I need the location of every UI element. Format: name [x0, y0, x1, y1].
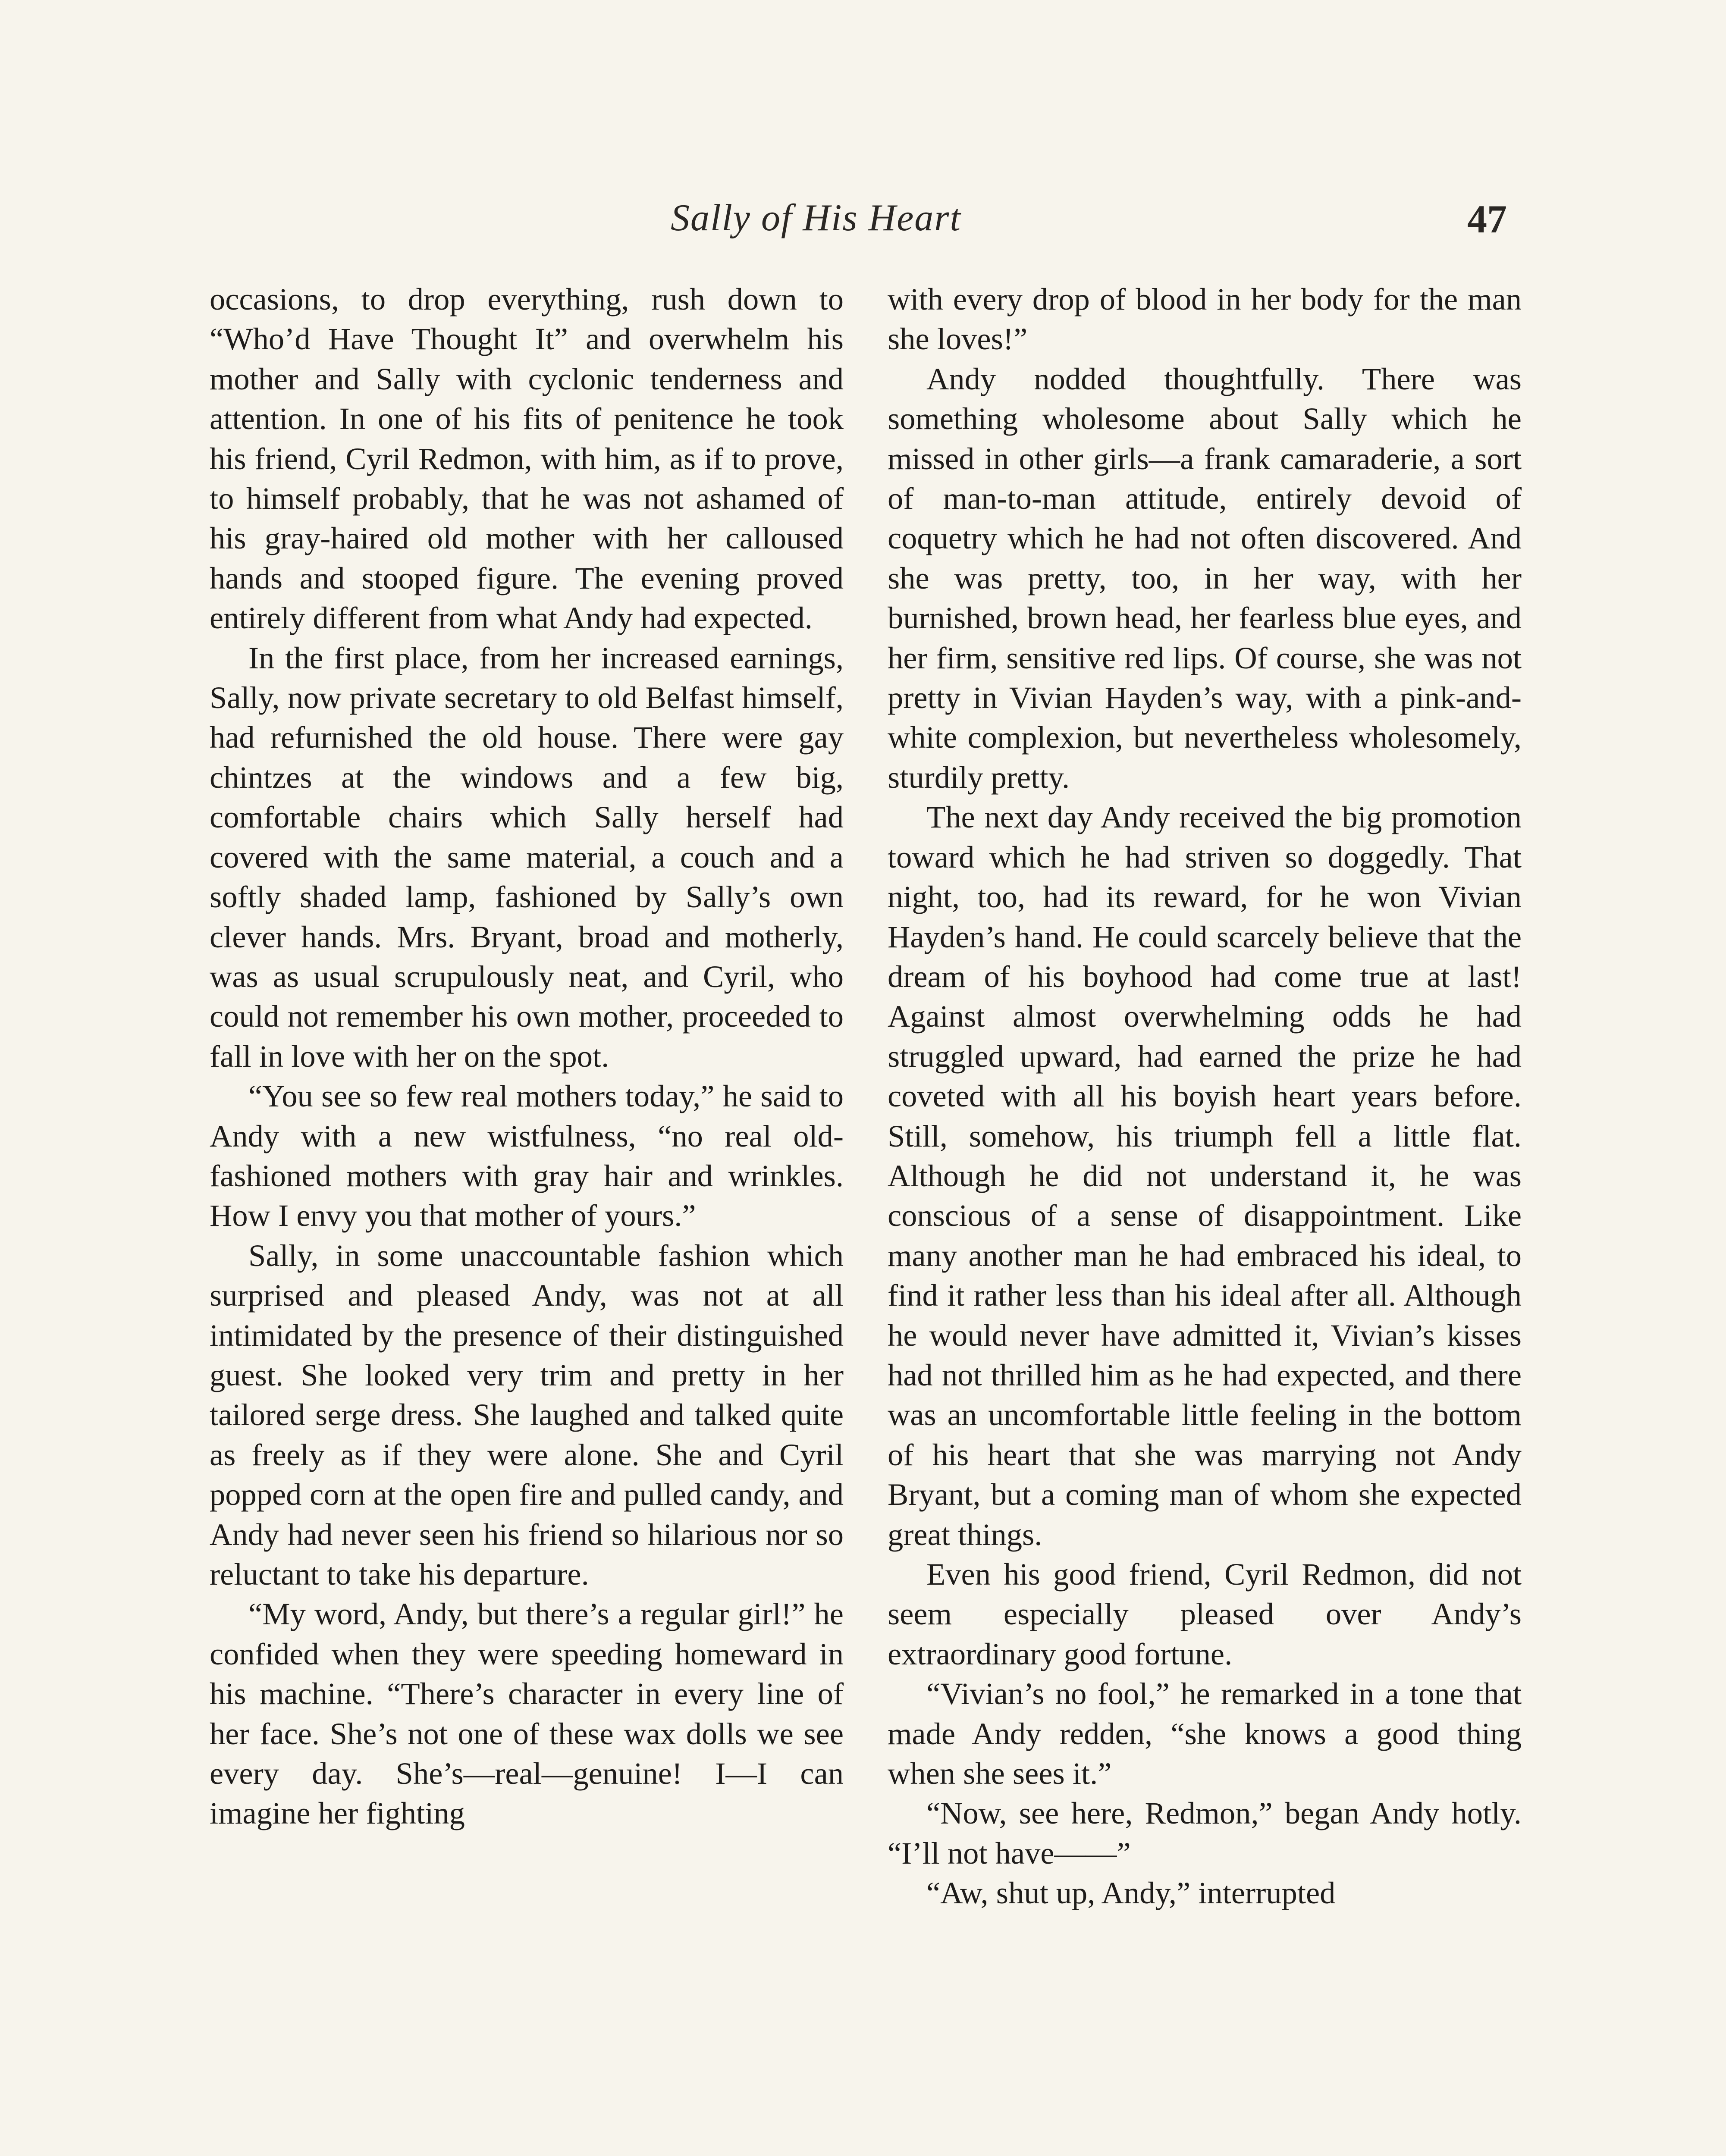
paragraph: Even his good friend, Cyril Redmon, did not seem especially pleased over Andy’s extraordinary good fortune. [888, 1557, 1522, 1671]
paragraph: “Aw, shut up, Andy,” interrupted [926, 1875, 1336, 1911]
running-head [0, 196, 1726, 252]
paragraph: “Vivian’s no fool,” he remarked in a tone that made Andy redden, “she knows a good thing when she sees it.” [888, 1676, 1522, 1791]
running-title: Sally of His Heart [671, 197, 961, 239]
paragraph: “My word, Andy, but there’s a regular girl!” he confided when they were speeding homeward in his machine. “There’s character in every line of her face. She’s not one of these wax dolls we see every day. She’s—real—genuine! I—I can imagine her fighting [210, 1596, 844, 1831]
paragraph: Andy nodded thoughtfully. There was something wholesome about Sally which he missed in other girls—a frank camaraderie, a sort of man-to-man attitude, entirely devoid of coquetry which he had not often discovered. And she was pretty, too, in her way, with her burnished, brown head, her fearless blue eyes, and her firm, sensitive red lips. Of course, she was not pretty in Vivian Hayden’s way, with a pink-and-white complexion, but nevertheless wholesomely, sturdily pretty. [888, 361, 1522, 795]
paragraph: Sally, in some unaccountable fashion which surprised and pleased Andy, was not at all intimidated by the presence of their distinguished guest. She looked very trim and pretty in her tailored serge dress. She laughed and talked quite as freely as if they were alone. She and Cyril popped corn at the open fire and pulled candy, and Andy had never seen his friend so hilarious nor so reluctant to take his departure. [210, 1238, 844, 1592]
paragraph: “Now, see here, Redmon,” began Andy hotly. “I’ll not have——” [888, 1796, 1522, 1871]
page-number: 47 [1467, 197, 1507, 241]
paragraph: In the first place, from her increased earnings, Sally, now private secretary to old Belfast himself, had refurnished the old house. There were gay chintzes at the windows and a few big, comfortable chairs which Sally herself had covered with the same material, a couch and a softly shaded lamp, fashioned by Sally’s own clever hands. Mrs. Bryant, broad and motherly, was as usual scrupulously neat, and Cyril, who could not remember his own mother, proceeded to fall in love with her on the spot. [210, 640, 844, 1074]
paragraph: The next day Andy received the big promotion toward which he had striven so doggedly. That night, too, had its reward, for he won Vivian Hayden’s hand. He could scarcely believe that the dream of his boyhood had come true at last! Against almost overwhelming odds he had struggled upward, had earned the prize he had coveted with all his boyish heart years before. Still, somehow, his triumph fell a little flat. Although he did not understand it, he was conscious of a sense of disappointment. Like many another man he had embraced his ideal, to find it rather less than his ideal after all. Although he would never have admitted it, Vivian’s kisses had not thrilled him as he had expected, and there was an uncomfortable little feeling in the bottom of his heart that she was marrying not Andy Bryant, but a coming man of whom she expected great things. [888, 799, 1522, 1552]
left-column [210, 279, 844, 1833]
right-column [888, 279, 1522, 1913]
paragraph: with every drop of blood in her body for the man she loves!” [888, 282, 1522, 357]
paragraph: occasions, to drop everything, rush down to “Who’d Have Thought It” and overwhelm his mother and Sally with cyclonic tenderness and attention. In one of his fits of penitence he took his friend, Cyril Redmon, with him, as if to prove, to himself probably, that he was not ashamed of his gray-haired old mother with her calloused hands and stooped figure. The evening proved entirely different from what Andy had expected. [210, 282, 844, 636]
paragraph: “You see so few real mothers today,” he said to Andy with a new wistfulness, “no real old-fashioned mothers with gray hair and wrinkles. How I envy you that mother of yours.” [210, 1078, 844, 1233]
